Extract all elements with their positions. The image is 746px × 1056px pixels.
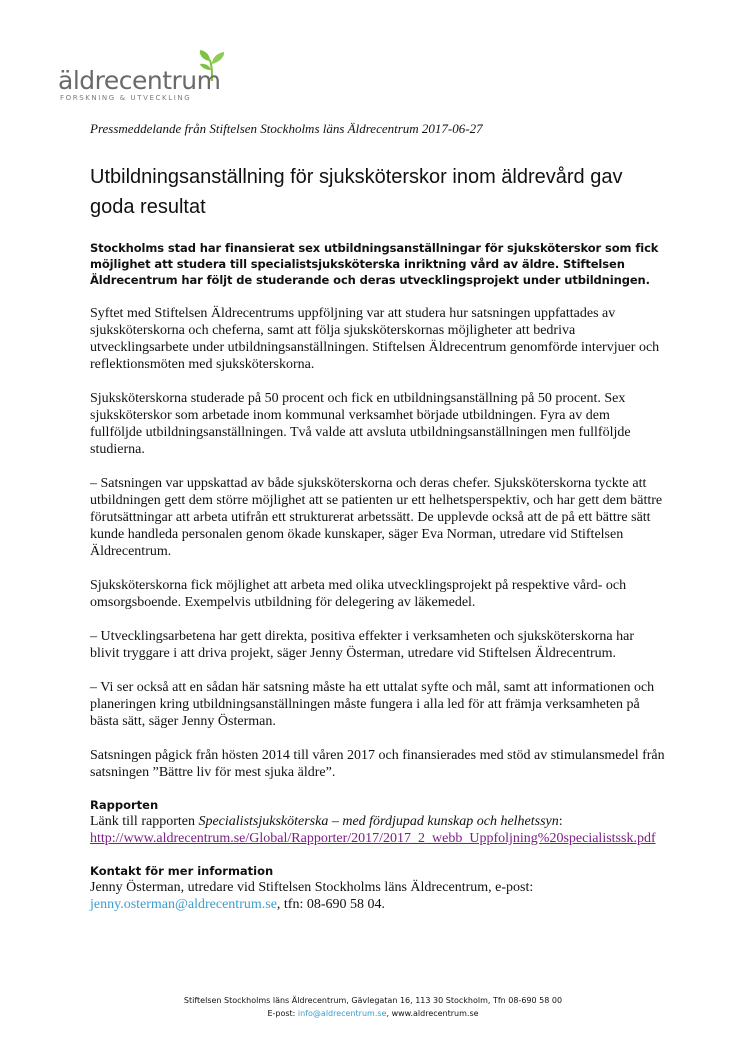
- footer-separator: ,: [386, 1009, 392, 1018]
- contact-line: Jenny Österman, utredare vid Stiftelsen Stockholms läns Äldrecentrum, e-post:: [90, 880, 534, 895]
- contact-section: [90, 864, 665, 913]
- contact-phone: , tfn: 08-690 58 04.: [276, 897, 386, 912]
- logo-wordmark: äldrecentrum: [58, 66, 221, 95]
- lead-paragraph: Stockholms stad har finansierat sex utbildningsanställningar för sjuksköterskor som fick möjlighet att studera till specialistsjuksköterska inriktning vård av äldre. Stiftelsen Äldrecentrum har följt de studerande och deras utvecklingsprojekt under utbildningen.: [90, 241, 659, 287]
- report-link[interactable]: http://www.aldrecentrum.se/Global/Rapporter/2017/2017_2_webb_Uppfoljning%20specialistssk.pdf: [90, 831, 656, 846]
- report-link-wrap: [90, 830, 665, 847]
- report-section: [90, 798, 665, 847]
- report-title: Specialistsjuksköterska – med fördjupad kunskap och helhetssyn: [198, 814, 559, 829]
- footer-website: www.aldrecentrum.se: [391, 1009, 479, 1018]
- body-paragraph: Satsningen pågick från hösten 2014 till våren 2017 och finansierades med stöd av stimulansmedel från satsningen ”Bättre liv för mest sjuka äldre”.: [90, 748, 665, 780]
- contact-details: [90, 896, 665, 913]
- contact-heading: Kontakt för mer information: [90, 864, 274, 878]
- body-paragraph: – Satsningen var uppskattad av både sjuksköterskorna och deras chefer. Sjuksköterskorna tyckte att utbildningen gett dem större möjlighet att se patienten ur ett helhetsperspektiv, och har gett dem bättre förutsättningar att arbeta utifrån ett strukturerat arbetssätt. De upplevde också att de på ett bättre sätt kunde handleda personalen genom ökade kunskaper, säger Eva Norman, utredare vid Stiftelsen Äldrecentrum.: [90, 476, 663, 559]
- dateline: Pressmeddelande från Stiftelsen Stockholms läns Äldrecentrum 2017-06-27: [90, 121, 483, 136]
- body-paragraph: Syftet med Stiftelsen Äldrecentrums uppföljning var att studera hur satsningen uppfattades av sjuksköterskorna och cheferna, samt att följa sjuksköterskornas möjligheter att bedriva utvecklingsarbete under utbildningsanställningen. Stiftelsen Äldrecentrum genomförde intervjuer och reflektionsmöten med sjuksköterskorna.: [90, 306, 660, 372]
- contact-email-link[interactable]: jenny.osterman@aldrecentrum.se: [90, 897, 277, 912]
- body-paragraph: Sjuksköterskorna studerade på 50 procent och fick en utbildningsanställning på 50 procent. Sex sjuksköterskor som arbetade inom kommunal verksamhet började utbildningen. Fyra av dem fullföljde utbildningsanställningen. Två valde att avsluta utbildningsanställningen men fullföljde studierna.: [90, 391, 631, 457]
- footer-email-link[interactable]: info@aldrecentrum.se: [297, 1009, 387, 1018]
- body-paragraph: – Utvecklingsarbetena har gett direkta, positiva effekter i verksamheten och sjuksköterskorna har blivit tryggare i att driva projekt, säger Jenny Österman, utredare vid Stiftelsen Äldrecentrum.: [90, 629, 634, 661]
- report-text: [90, 813, 665, 830]
- footer-address: Stiftelsen Stockholms läns Äldrecentrum, Gävlegatan 16, 113 30 Stockholm, Tfn 08-690 58 00: [183, 996, 563, 1005]
- report-colon: :: [558, 814, 563, 829]
- footer-email-label: E-post:: [267, 1009, 298, 1018]
- report-intro: Länk till rapporten: [90, 814, 199, 829]
- page-title: Utbildningsanställning för sjuksköterskor inom äldrevård gav goda resultat: [90, 166, 623, 218]
- page-footer: [0, 994, 746, 1020]
- article-body: [90, 305, 665, 930]
- aldrecentrum-logo: [58, 50, 228, 102]
- footer-contact: [0, 1007, 746, 1020]
- body-paragraph: Sjuksköterskorna fick möjlighet att arbeta med olika utvecklingsprojekt på respektive vård- och omsorgsboende. Exempelvis utbildning för delegering av läkemedel.: [90, 578, 627, 610]
- logo-tagline: FORSKNING & UTVECKLING: [60, 94, 192, 102]
- body-paragraph: – Vi ser också att en sådan här satsning måste ha ett uttalat syfte och mål, samt att informationen och planeringen kring utbildningsanställningen måste fungera i alla led för att främja verksamheten på bästa sätt, säger Jenny Österman.: [90, 680, 655, 729]
- report-heading: Rapporten: [90, 798, 159, 812]
